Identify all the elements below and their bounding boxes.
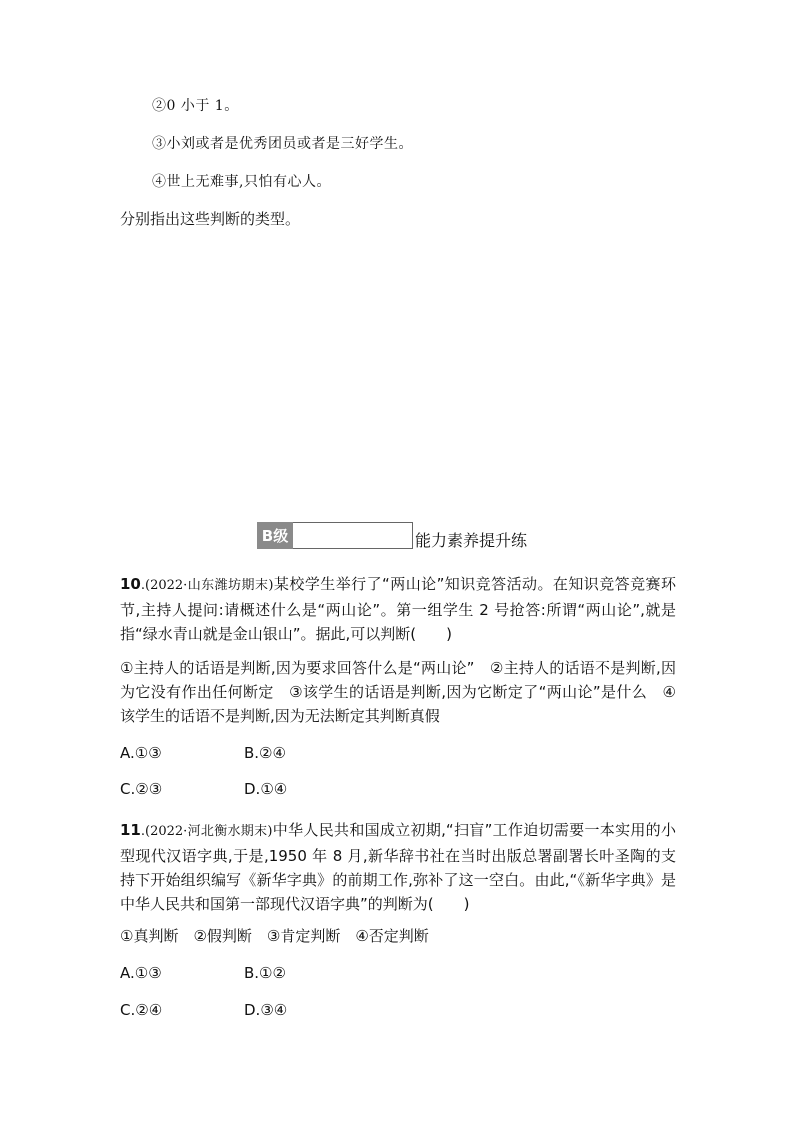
question-10-stem <box>120 572 676 646</box>
question-10-source: .(2022·山东潍坊期末) <box>140 578 274 593</box>
question-10-statements: ①主持人的话语是判断,因为要求回答什么是“两山论” ②主持人的话语不是判断,因为它没有作出任何断定 ③该学生的话语是判断,因为它断定了“两山论”是什么 ④该学生的话语不是判断,因为无法断定其判断真假 <box>120 659 676 725</box>
level-badge: B级 <box>257 522 293 549</box>
question-11-number: 11 <box>120 821 141 839</box>
judgment-item-4: ④世上无难事,只怕有心人。 <box>152 174 331 190</box>
question-11-text: 中华人民共和国成立初期,“扫盲”工作迫切需要一本实用的小型现代汉语字典,于是,1950 年 8 月,新华辞书社在当时出版总署副署长叶圣陶的支持下开始组织编写《新华字典》的前期工作,弥补了这一空白。由此,“《新华字典》是中华人民共和国第一部现代汉语字典”的判断为( ) <box>120 821 676 913</box>
question-10-number: 10 <box>120 575 141 593</box>
badge-box <box>293 522 413 549</box>
q11-option-d[interactable]: D.③④ <box>244 1001 288 1019</box>
question-11-source: .(2022·河北衡水期末) <box>140 824 273 839</box>
q10-option-b[interactable]: B.②④ <box>244 744 286 762</box>
judgment-item-3: ③小刘或者是优秀团员或者是三好学生。 <box>152 136 413 152</box>
q11-option-b[interactable]: B.①② <box>244 964 286 982</box>
question-11-statements: ①真判断 ②假判断 ③肯定判断 ④否定判断 <box>120 927 429 945</box>
question-11-stem <box>120 818 676 916</box>
q10-option-a[interactable]: A.①③ <box>120 744 162 762</box>
question-10-text: 某校学生举行了“两山论”知识竞答活动。在知识竞答竞赛环节,主持人提问:请概述什么是“两山论”。第一组学生 2 号抢答:所谓“两山论”,就是指“绿水青山就是金山银山”。据此,可以判断( ) <box>120 575 677 643</box>
q11-option-a[interactable]: A.①③ <box>120 964 162 982</box>
q11-option-c[interactable]: C.②④ <box>120 1001 163 1019</box>
instruction-text: 分别指出这些判断的类型。 <box>120 210 301 228</box>
judgment-item-2: ②0 小于 1。 <box>152 98 239 114</box>
section-title: 能力素养提升练 <box>415 531 528 550</box>
q10-option-d[interactable]: D.①④ <box>244 780 288 798</box>
section-banner <box>257 522 527 549</box>
q10-option-c[interactable]: C.②③ <box>120 780 163 798</box>
